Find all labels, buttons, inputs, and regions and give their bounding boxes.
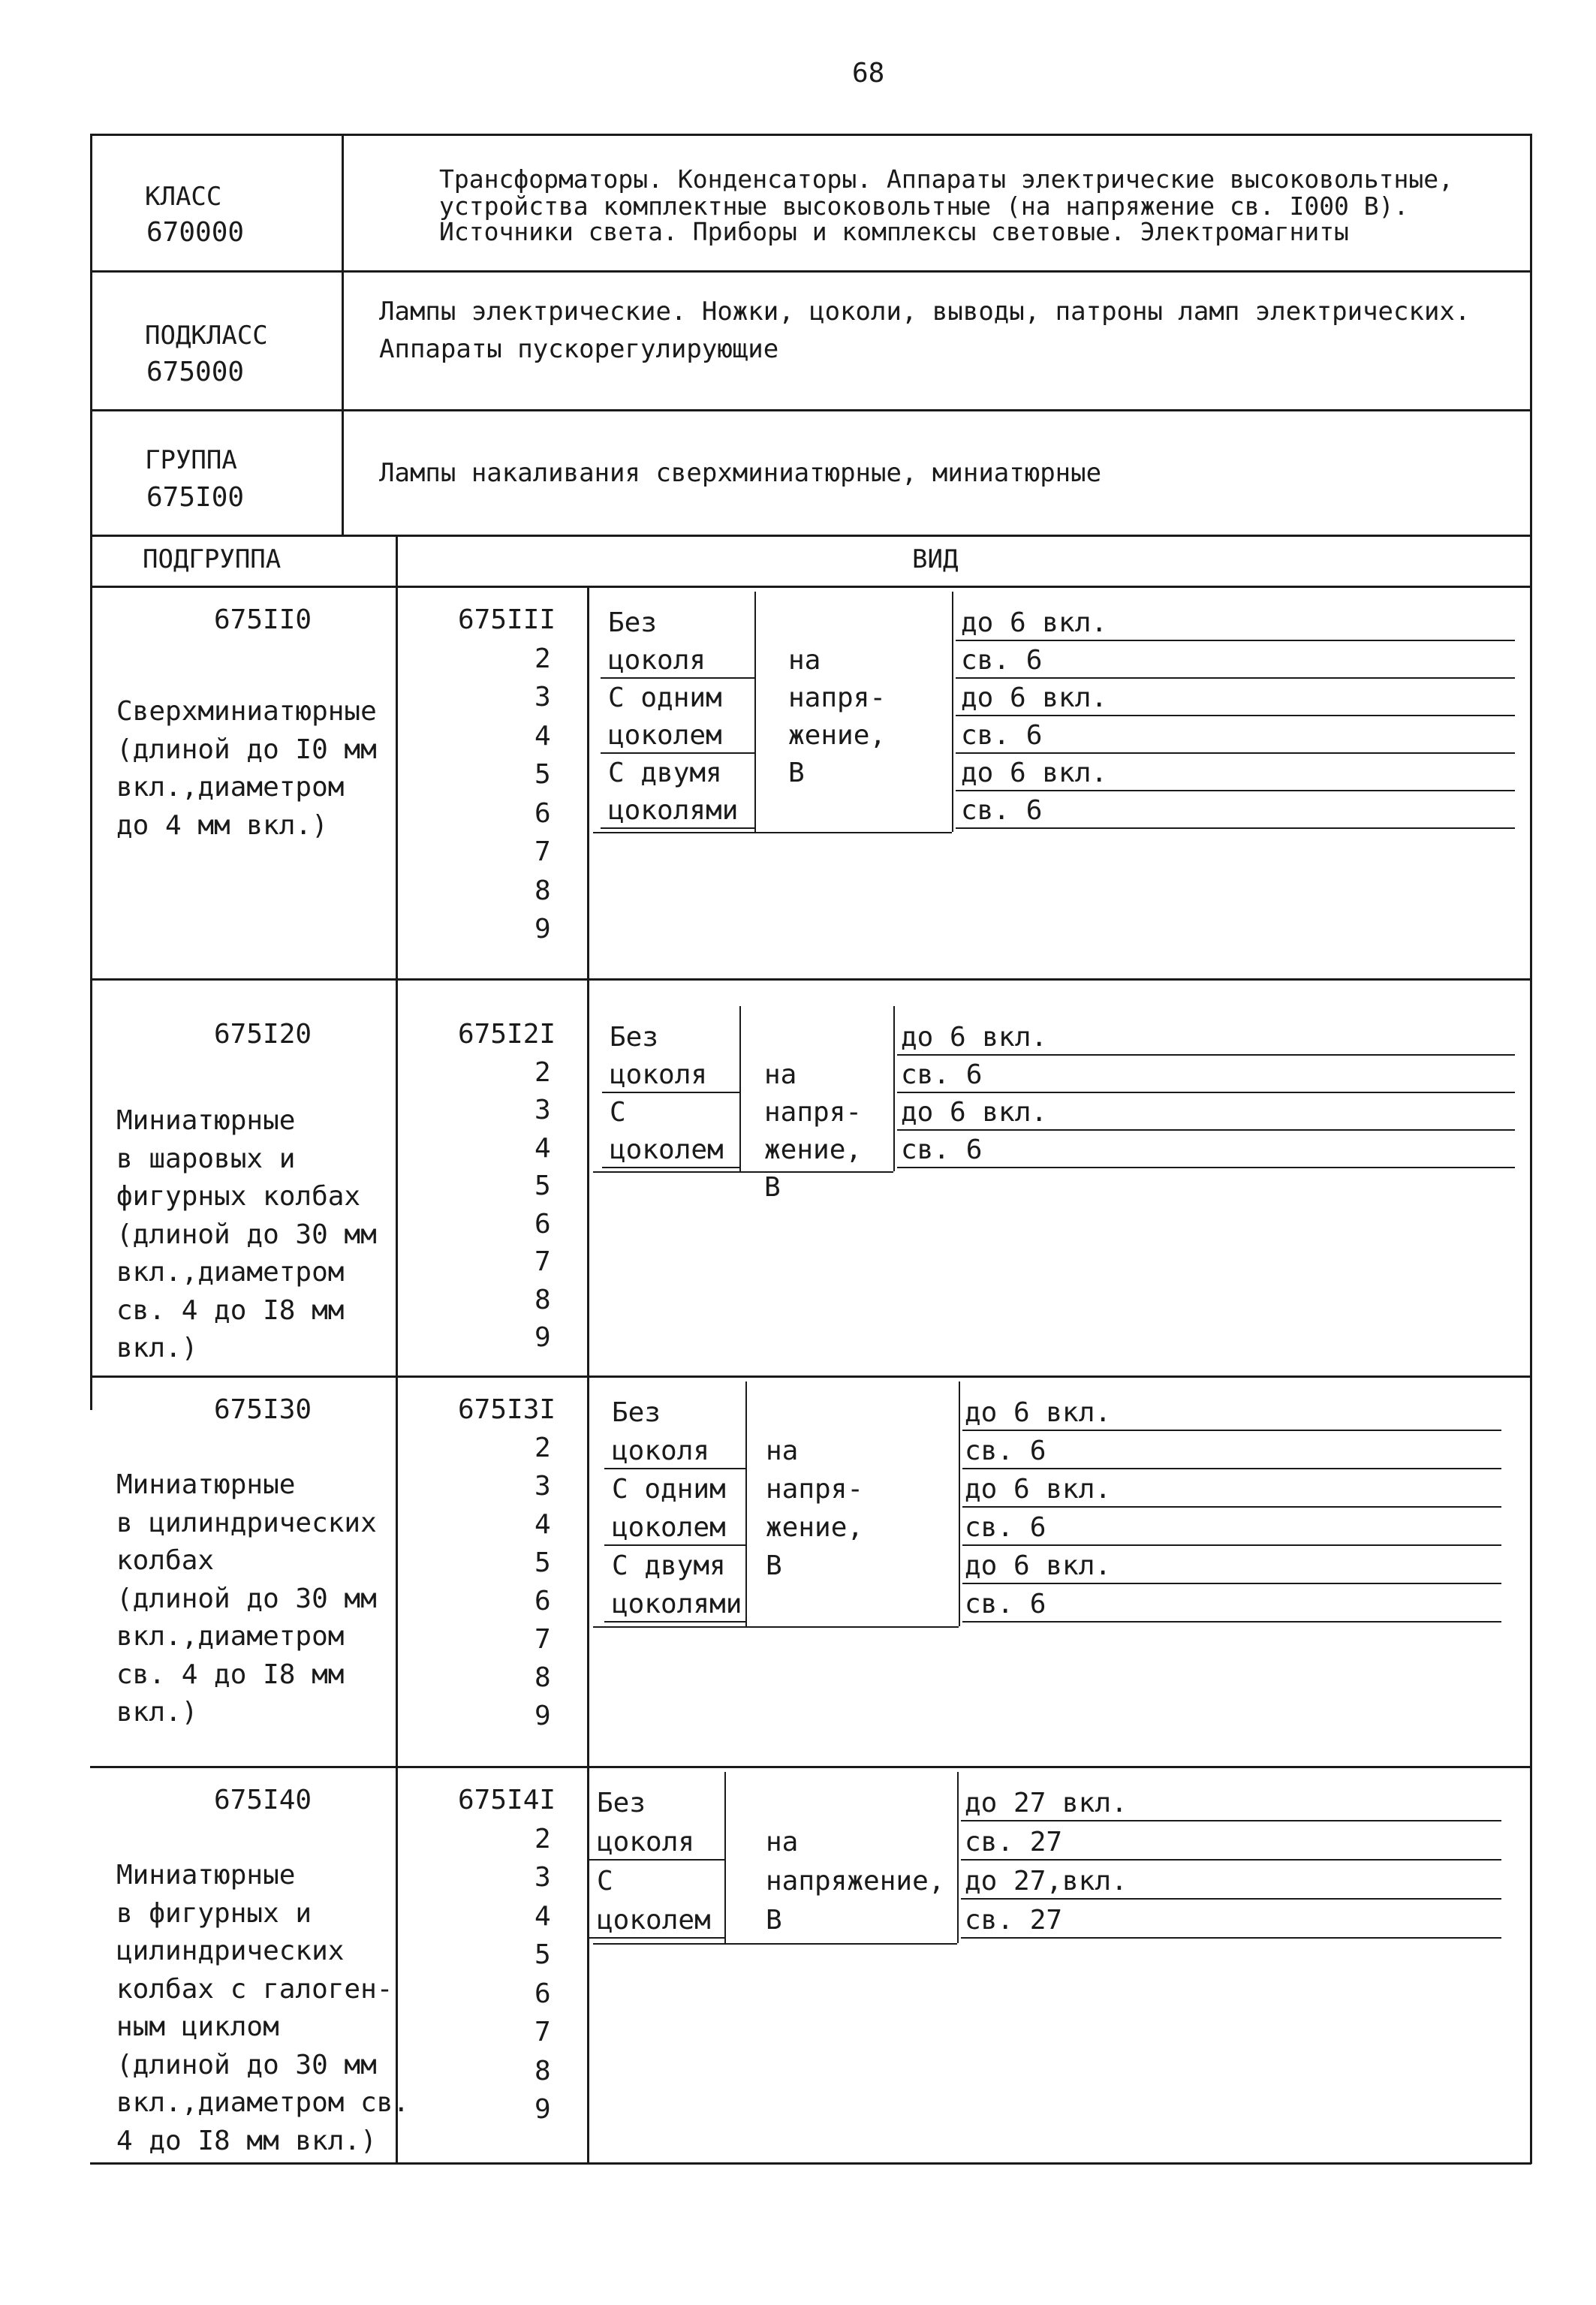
type-number: 5 bbox=[535, 1939, 551, 1970]
subgroup-code: 675II0 bbox=[214, 604, 312, 635]
base-pair-rule bbox=[601, 752, 754, 754]
subgroup-desc-line: вкл.,диаметром св. bbox=[116, 2087, 410, 2118]
klass-code: 670000 bbox=[146, 217, 245, 248]
type-number: 2 bbox=[535, 643, 551, 674]
subgroup-code: 675I40 bbox=[214, 1785, 312, 1815]
base-type: цоколя bbox=[608, 645, 706, 676]
type-number: 2 bbox=[535, 1823, 551, 1855]
range-rule bbox=[956, 790, 1515, 791]
type-number: 9 bbox=[535, 1322, 551, 1353]
base-type: цоколем bbox=[608, 720, 722, 751]
base-type: Без bbox=[597, 1788, 646, 1818]
type-number: 2 bbox=[535, 1433, 551, 1463]
voltage-label: В bbox=[766, 1550, 782, 1581]
inner-divider bbox=[893, 1006, 895, 1171]
subgroup-desc-line: вкл.,диаметром bbox=[116, 1621, 345, 1652]
voltage-range: до 6 вкл. bbox=[965, 1550, 1112, 1581]
type-number: 4 bbox=[535, 1132, 551, 1164]
type-number: 4 bbox=[535, 720, 551, 752]
base-type: цоколя bbox=[612, 1436, 710, 1466]
voltage-range: до 6 вкл. bbox=[965, 1474, 1112, 1505]
type-number: 8 bbox=[535, 1284, 551, 1315]
base-type: цоколями bbox=[608, 795, 739, 826]
range-rule bbox=[961, 1937, 1501, 1939]
voltage-label: жение, bbox=[766, 1512, 864, 1543]
voltage-range: св. 6 bbox=[901, 1059, 983, 1090]
type-number: 3 bbox=[535, 682, 551, 713]
voltage-label: на bbox=[764, 1059, 797, 1090]
voltage-range: до 6 вкл. bbox=[901, 1097, 1048, 1128]
base-type: С одним bbox=[612, 1474, 726, 1505]
range-rule bbox=[961, 1820, 1501, 1821]
subgroup-desc-line: св. 4 до I8 мм bbox=[116, 1659, 345, 1690]
inner-bottom-rule bbox=[593, 1943, 957, 1945]
subgroup-desc-line: в цилиндрических bbox=[116, 1507, 377, 1538]
inner-divider bbox=[724, 1772, 726, 1943]
base-type: С bbox=[610, 1097, 626, 1128]
base-type: цоколем bbox=[612, 1512, 726, 1543]
type-number: 4 bbox=[535, 1900, 551, 1932]
subgroup-desc-line: Миниатюрные bbox=[116, 1105, 296, 1136]
inner-bottom-rule bbox=[593, 1626, 959, 1628]
subgroup-desc-line: Миниатюрные bbox=[116, 1860, 296, 1891]
type-number: 4 bbox=[535, 1509, 551, 1540]
subgroup-desc-line: до 4 мм вкл.) bbox=[116, 809, 328, 841]
subgroup-desc-line: в шаровых и bbox=[116, 1143, 296, 1174]
base-type: С двумя bbox=[612, 1550, 726, 1581]
subgroup-desc-line: 4 до I8 мм вкл.) bbox=[116, 2125, 377, 2156]
gruppa-code: 675I00 bbox=[146, 482, 245, 513]
base-pair-rule bbox=[589, 1859, 724, 1861]
voltage-label: на bbox=[788, 645, 821, 676]
type-number: 3 bbox=[535, 1471, 551, 1502]
base-type: цоколем bbox=[597, 1905, 711, 1936]
subgroup-code: 675I20 bbox=[214, 1019, 312, 1050]
base-type: С bbox=[597, 1866, 613, 1897]
range-rule bbox=[956, 715, 1515, 716]
range-rule bbox=[897, 1054, 1515, 1056]
range-rule bbox=[961, 1898, 1501, 1900]
voltage-label: В bbox=[764, 1172, 781, 1203]
inner-divider bbox=[739, 1006, 741, 1171]
type-number: 7 bbox=[535, 1624, 551, 1655]
subgroup-code: 675I30 bbox=[214, 1394, 312, 1425]
voltage-range: св. 6 bbox=[901, 1134, 983, 1165]
subgroup-desc-line: Сверхминиатюрные bbox=[116, 696, 377, 727]
range-rule bbox=[962, 1621, 1501, 1623]
voltage-range: св. 6 bbox=[961, 645, 1043, 676]
type-number: 6 bbox=[535, 1978, 551, 2009]
header-subgroup: ПОДГРУППА bbox=[143, 544, 282, 574]
subgroup-desc-line: (длиной до 30 мм bbox=[116, 1219, 377, 1250]
subgroup-desc-line: вкл.,диаметром bbox=[116, 772, 345, 803]
klass-desc-line2: устройства комплектные высоковольтные (на напряжение св. I000 В). bbox=[439, 191, 1409, 221]
gruppa-label: ГРУППА bbox=[145, 445, 237, 475]
type-first-code: 675I3I bbox=[458, 1394, 556, 1425]
type-number: 9 bbox=[535, 2094, 551, 2125]
voltage-range: св. 6 bbox=[961, 720, 1043, 751]
range-rule bbox=[897, 1129, 1515, 1131]
base-type: цоколем bbox=[610, 1134, 724, 1165]
range-rule bbox=[962, 1583, 1501, 1584]
subgroup-desc-line: колбах с галоген- bbox=[116, 1973, 393, 2005]
voltage-label: напря- bbox=[766, 1474, 864, 1505]
base-type: Без bbox=[608, 607, 658, 638]
type-number: 5 bbox=[535, 759, 551, 790]
type-number: 8 bbox=[535, 1662, 551, 1693]
klass-desc-line3: Источники света. Приборы и комплексы световые. Электромагниты bbox=[439, 217, 1349, 246]
voltage-label: на bbox=[766, 1827, 799, 1858]
base-type: С одним bbox=[608, 682, 722, 713]
gruppa-desc: Лампы накаливания сверхминиатюрные, миниатюрные bbox=[379, 458, 1102, 488]
voltage-label: напря- bbox=[764, 1097, 863, 1128]
voltage-range: св. 27 bbox=[965, 1827, 1063, 1858]
type-number: 7 bbox=[535, 2017, 551, 2047]
base-type: Без bbox=[612, 1397, 661, 1428]
base-pair-rule bbox=[601, 677, 754, 679]
inner-divider bbox=[754, 592, 756, 832]
subgroup-desc-line: колбах bbox=[116, 1545, 215, 1576]
voltage-range: св. 6 bbox=[961, 795, 1043, 826]
voltage-label: напря- bbox=[788, 682, 887, 713]
type-first-code: 675III bbox=[458, 604, 556, 635]
type-number: 8 bbox=[535, 875, 551, 906]
voltage-range: св. 6 bbox=[965, 1436, 1046, 1466]
type-first-code: 675I2I bbox=[458, 1019, 556, 1050]
voltage-label: на bbox=[766, 1436, 799, 1466]
type-number: 7 bbox=[535, 836, 551, 867]
page-number: 68 bbox=[852, 58, 885, 89]
voltage-range: до 6 вкл. bbox=[961, 758, 1108, 788]
type-number: 7 bbox=[535, 1246, 551, 1277]
range-rule bbox=[962, 1544, 1501, 1546]
range-rule bbox=[897, 1167, 1515, 1168]
type-number: 5 bbox=[535, 1547, 551, 1578]
inner-divider bbox=[952, 592, 953, 832]
base-type: цоколями bbox=[612, 1589, 742, 1620]
inner-divider bbox=[959, 1381, 960, 1626]
voltage-range: до 6 вкл. bbox=[901, 1022, 1048, 1053]
type-number: 2 bbox=[535, 1056, 551, 1088]
base-pair-rule bbox=[601, 827, 754, 829]
header-vid: ВИД bbox=[912, 544, 959, 574]
inner-divider bbox=[745, 1381, 747, 1626]
subgroup-desc-line: (длиной до 30 мм bbox=[116, 1583, 377, 1614]
voltage-range: до 6 вкл. bbox=[961, 607, 1108, 638]
voltage-label: жение, bbox=[788, 720, 887, 751]
subgroup-desc-line: ным циклом bbox=[116, 2011, 279, 2042]
subgroup-desc-line: вкл.) bbox=[116, 1333, 198, 1363]
range-rule bbox=[956, 677, 1515, 679]
subgroup-desc-line: (длиной до 30 мм bbox=[116, 2049, 377, 2081]
podklass-label: ПОДКЛАСС bbox=[145, 321, 268, 351]
voltage-label: В bbox=[766, 1905, 782, 1936]
voltage-range: до 6 вкл. bbox=[961, 682, 1108, 713]
subgroup-desc-line: вкл.) bbox=[116, 1697, 198, 1728]
subgroup-desc-line: цилиндрических bbox=[116, 1936, 345, 1966]
type-number: 9 bbox=[535, 1701, 551, 1731]
range-rule bbox=[956, 752, 1515, 754]
base-pair-rule bbox=[604, 1468, 745, 1469]
type-number: 6 bbox=[535, 797, 551, 829]
type-number: 9 bbox=[535, 914, 551, 945]
podklass-code: 675000 bbox=[146, 357, 245, 387]
type-number: 8 bbox=[535, 2055, 551, 2087]
voltage-label: напряжение, bbox=[766, 1866, 945, 1897]
subgroup-desc-line: фигурных колбах bbox=[116, 1181, 361, 1212]
base-pair-rule bbox=[602, 1092, 739, 1093]
range-rule bbox=[897, 1092, 1515, 1093]
voltage-range: до 6 вкл. bbox=[965, 1397, 1112, 1428]
subgroup-desc-line: св. 4 до I8 мм bbox=[116, 1294, 345, 1326]
type-number: 3 bbox=[535, 1862, 551, 1893]
type-number: 3 bbox=[535, 1095, 551, 1125]
base-pair-rule bbox=[602, 1167, 739, 1168]
range-rule bbox=[961, 1859, 1501, 1861]
inner-bottom-rule bbox=[593, 832, 952, 833]
base-pair-rule bbox=[604, 1621, 745, 1623]
range-rule bbox=[956, 827, 1515, 829]
voltage-range: св. 6 bbox=[965, 1512, 1046, 1543]
range-rule bbox=[956, 640, 1515, 641]
base-type: цоколя bbox=[597, 1827, 695, 1858]
inner-bottom-rule bbox=[593, 1171, 893, 1173]
base-pair-rule bbox=[589, 1937, 724, 1939]
type-first-code: 675I4I bbox=[458, 1785, 556, 1815]
base-type: цоколя bbox=[610, 1059, 708, 1090]
subgroup-desc-line: вкл.,диаметром bbox=[116, 1257, 345, 1288]
voltage-range: св. 27 bbox=[965, 1905, 1063, 1936]
base-pair-rule bbox=[604, 1544, 745, 1546]
type-number: 6 bbox=[535, 1586, 551, 1617]
range-rule bbox=[962, 1468, 1501, 1469]
voltage-label: В bbox=[788, 758, 805, 788]
voltage-range: св. 6 bbox=[965, 1589, 1046, 1620]
base-type: С двумя bbox=[608, 758, 722, 788]
subgroup-desc-line: в фигурных и bbox=[116, 1897, 312, 1929]
subgroup-desc-line: Миниатюрные bbox=[116, 1469, 296, 1500]
voltage-range: до 27 вкл. bbox=[965, 1788, 1128, 1818]
range-rule bbox=[962, 1506, 1501, 1508]
podklass-desc-line2: Аппараты пускорегулирующие bbox=[379, 334, 779, 364]
voltage-label: жение, bbox=[764, 1134, 863, 1165]
podklass-desc-line1: Лампы электрические. Ножки, цоколи, выводы, патроны ламп электрических. bbox=[379, 297, 1471, 327]
klass-desc-line1: Трансформаторы. Конденсаторы. Аппараты электрические высоковольтные, bbox=[439, 164, 1454, 194]
voltage-range: до 27,вкл. bbox=[965, 1866, 1128, 1897]
type-number: 6 bbox=[535, 1208, 551, 1240]
type-number: 5 bbox=[535, 1171, 551, 1201]
inner-divider bbox=[957, 1772, 959, 1943]
subgroup-desc-line: (длиной до I0 мм bbox=[116, 734, 377, 765]
range-rule bbox=[962, 1430, 1501, 1431]
klass-label: КЛАСС bbox=[145, 182, 222, 212]
base-type: Без bbox=[610, 1022, 659, 1053]
